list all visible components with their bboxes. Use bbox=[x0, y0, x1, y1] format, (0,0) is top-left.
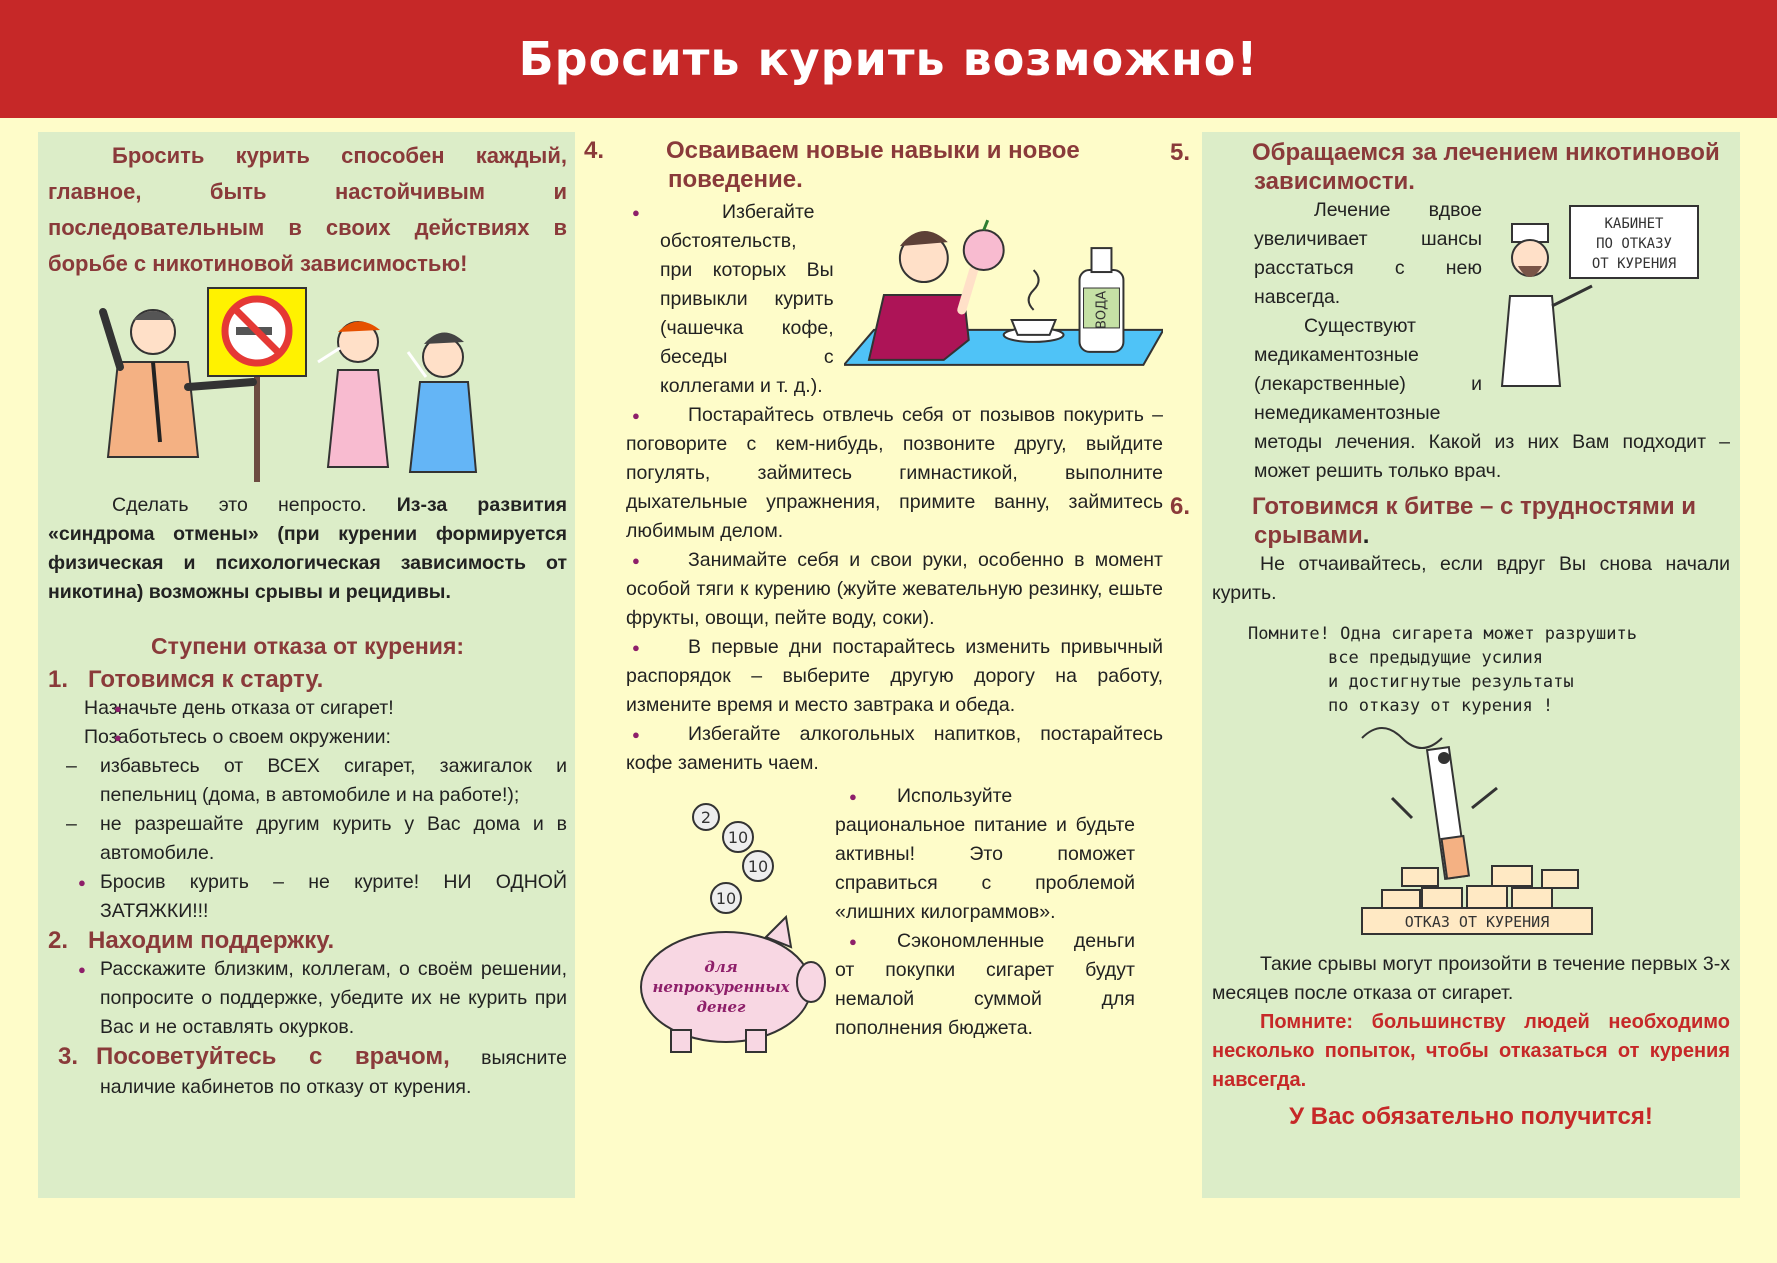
step5-para-1: Лечение вдвое увеличивает шансы расстаться с нею навсегда. bbox=[1254, 199, 1482, 308]
step4-bullet-1-text: Избегайте обстоятельств, при которых Вы привыкли курить (чашечка кофе, беседы с коллегами и т. д.). bbox=[660, 201, 834, 397]
step4-first-block bbox=[626, 198, 1163, 401]
step4-bullet-3: ● Занимайте себя и свои руки, особенно в момент особой тяги к курению (жуйте жевательную резинку, ешьте фрукты, овощи, пейте воду, соки). bbox=[626, 549, 1163, 629]
people-sign-illustration bbox=[48, 282, 568, 487]
step4-bullet-6-text: Используйте рациональное питание и будьте активны! Это поможет справиться с проблемой «лишних килограммов». bbox=[835, 785, 1135, 923]
step6-para-2: Такие срывы могут произойти в течение первых 3-х месяцев после отказа от сигарет. bbox=[1212, 953, 1730, 1004]
piggy-label-3: денег bbox=[696, 998, 746, 1016]
cabinet-label-3: ОТ КУРЕНИЯ bbox=[1591, 256, 1677, 272]
step6-heading bbox=[1170, 492, 1730, 550]
step1-bullet-3: ● Бросив курить – не курите! НИ ОДНОЙ ЗАТЯЖКИ!!! bbox=[48, 868, 567, 926]
step4-bullet-3-text: Занимайте себя и свои руки, особенно в момент особой тяги к курению (жуйте жевательную резинку, ешьте фрукты, овощи, пейте воду, соки). bbox=[626, 549, 1163, 629]
step6-para-1: Не отчаивайтесь, если вдруг Вы снова начали курить. bbox=[1212, 553, 1730, 604]
step3-rest: выясните наличие кабинетов по отказу от курения. bbox=[100, 1047, 567, 1098]
note-line-4: по отказу от курения ! bbox=[1328, 696, 1554, 716]
step5-block bbox=[1212, 196, 1730, 428]
step4-last-block bbox=[626, 782, 1163, 1057]
step5-heading bbox=[1170, 138, 1730, 196]
coin-label-1: 2 bbox=[700, 808, 712, 827]
man-apple-illustration bbox=[844, 210, 1163, 380]
step4-bullet-5: ● Избегайте алкогольных напитков, постарайтесь кофе заменить чаем. bbox=[626, 723, 1163, 774]
step2-title: Находим поддержку. bbox=[88, 927, 335, 954]
step5-title: Обращаемся за лечением никотиновой зависимости. bbox=[1252, 139, 1720, 195]
step4-last-bullets bbox=[835, 782, 1135, 1057]
apple-icon bbox=[963, 230, 1003, 270]
column-middle bbox=[584, 132, 1163, 1202]
step4-bullet-2-text: Постарайтесь отвлечь себя от позывов покурить – поговорите с кем-нибудь, позвоните другу, выйдите погулять, займитесь гимнастикой, выполните дыхательные упражнения, примите ванну, займитесь любимым делом. bbox=[626, 404, 1163, 542]
piggy-label-1: для bbox=[704, 958, 738, 976]
note-line-2: все предыдущие усилия bbox=[1328, 648, 1543, 668]
step2-bullet-1: ● Расскажите близким, коллегам, о своём решении, попросите о поддержке, убедите их не курить при Вас и не оставлять окурков. bbox=[48, 955, 567, 1042]
cabinet-label-1: КАБИНЕТ bbox=[1604, 216, 1664, 232]
step4-bullet-7: ● Сэкономленные деньги от покупки сигарет будут немалой суммой для пополнения бюджета. bbox=[835, 930, 1135, 1039]
step5-para-2: Существуют медикаментозные (лекарственные) и немедикаментозные bbox=[1254, 315, 1482, 424]
step4-bullet-4: ● В первые дни постарайтесь изменить привычный распорядок – выберите другую дорогу на работу, измените время и место завтрака и обеда. bbox=[626, 636, 1163, 716]
page-title: Бросить курить возможно! bbox=[518, 32, 1259, 86]
step4-bullet-4-text: В первые дни постарайтесь изменить привычный распорядок – выберите другую дорогу на работу, измените время и место завтрака и обеда. bbox=[626, 636, 1163, 716]
cabinet-label-2: ПО ОТКАЗУ bbox=[1596, 236, 1672, 252]
step1-bullet-2 bbox=[48, 723, 567, 752]
step1-dash-2: – не разрешайте другим курить у Вас дома и в автомобиле. bbox=[48, 810, 567, 868]
header-banner bbox=[0, 0, 1777, 118]
step1-title: Готовимся к старту. bbox=[88, 666, 324, 693]
doctor-illustration bbox=[1492, 196, 1702, 391]
step5-para-3: методы лечения. Какой из них Вам подходит – может решить только врач. bbox=[1254, 431, 1730, 482]
step1-bullet-2-text: Позаботьтесь о своем окружении: bbox=[84, 726, 391, 748]
step5-text bbox=[1254, 196, 1482, 428]
step2-number: 2. bbox=[48, 927, 69, 954]
step4-bullet-6: ● Используйте рациональное питание и будьте активны! Это поможет справиться с проблемой «лишних килограммов». bbox=[835, 785, 1135, 923]
step4-heading bbox=[584, 136, 1163, 194]
bottle-label: ВОДА bbox=[1094, 290, 1110, 330]
piggy-label-2: непрокуренных bbox=[652, 978, 790, 996]
step5-number: 5. bbox=[1170, 139, 1191, 166]
coin-label-2: 10 bbox=[727, 828, 749, 847]
step6-number: 6. bbox=[1170, 493, 1191, 520]
wall-label: ОТКАЗ ОТ КУРЕНИЯ bbox=[1404, 913, 1550, 931]
step3-number: 3. bbox=[58, 1043, 79, 1070]
step4-bullet-5-text: Избегайте алкогольных напитков, постарайтесь кофе заменить чаем. bbox=[626, 723, 1163, 774]
step3-title: Посоветуйтесь с врачом, bbox=[96, 1043, 450, 1070]
step1-bullet-1 bbox=[48, 694, 567, 723]
remember-note bbox=[1248, 622, 1730, 718]
step4-bullet-7-text: Сэкономленные деньги от покупки сигарет будут немалой суммой для пополнения бюджета. bbox=[835, 930, 1135, 1039]
step4-bullet-2: ● Постарайтесь отвлечь себя от позывов покурить – поговорите с кем-нибудь, позвоните другу, выйдите погулять, займитесь гимнастикой, выполните дыхательные упражнения, примите ванну, займитесь любимым делом. bbox=[626, 404, 1163, 542]
step3-paragraph bbox=[48, 1042, 567, 1102]
syndrome-bold: Из-за развития «синдрома отмены» (при курении формируется физическая и психологическая зависимость от никотина) возможны срывы и рецидивы. bbox=[48, 494, 567, 603]
syndrome-plain: Сделать это непросто. bbox=[112, 494, 397, 516]
step4-number: 4. bbox=[584, 137, 605, 164]
broken-cigarette-illustration bbox=[1212, 718, 1730, 948]
coffee-cup-icon bbox=[1011, 320, 1055, 335]
step4-bullet-1: ● Избегайте обстоятельств, при которых Вы привыкли курить (чашечка кофе, беседы с коллегами и т. д.). bbox=[632, 201, 834, 397]
remember-text: Помните: большинству людей необходимо несколько попыток, чтобы отказаться от курения навсегда. bbox=[1212, 1011, 1730, 1091]
steps-title: Ступени отказа от курения: bbox=[150, 633, 465, 659]
step1-bullet-1-text: Назначьте день отказа от сигарет! bbox=[84, 697, 394, 719]
step1-heading bbox=[48, 665, 567, 694]
step2-heading bbox=[48, 926, 567, 955]
coin-label-3: 10 bbox=[747, 857, 769, 876]
step1-number: 1. bbox=[48, 666, 69, 693]
step4-title: Осваиваем новые навыки и новое поведение. bbox=[666, 137, 1080, 193]
column-left bbox=[38, 132, 575, 1198]
note-line-1: Помните! Одна сигарета может разрушить bbox=[1248, 624, 1637, 644]
step6-dot: . bbox=[1362, 522, 1370, 549]
note-line-3: и достигнутые результаты bbox=[1328, 672, 1574, 692]
column-right bbox=[1170, 132, 1740, 1198]
syndrome-paragraph bbox=[48, 491, 567, 607]
final-message: У Вас обязательно получится! bbox=[1289, 1103, 1653, 1130]
piggy-bank-illustration bbox=[626, 782, 831, 1057]
intro-text: Бросить курить способен каждый, главное, быть настойчивым и последовательным в своих действиях в борьбе с никотиновой зависимостью! bbox=[48, 143, 567, 276]
step1-dash-1: – избавьтесь от ВСЕХ сигарет, зажигалок и пепельниц (дома, в автомобиле и на работе!); bbox=[48, 752, 567, 810]
illustration-people-sign bbox=[48, 282, 567, 487]
step6-title: Готовимся к битве – с трудностями и срывами bbox=[1252, 493, 1696, 549]
coin-label-4: 10 bbox=[715, 889, 737, 908]
